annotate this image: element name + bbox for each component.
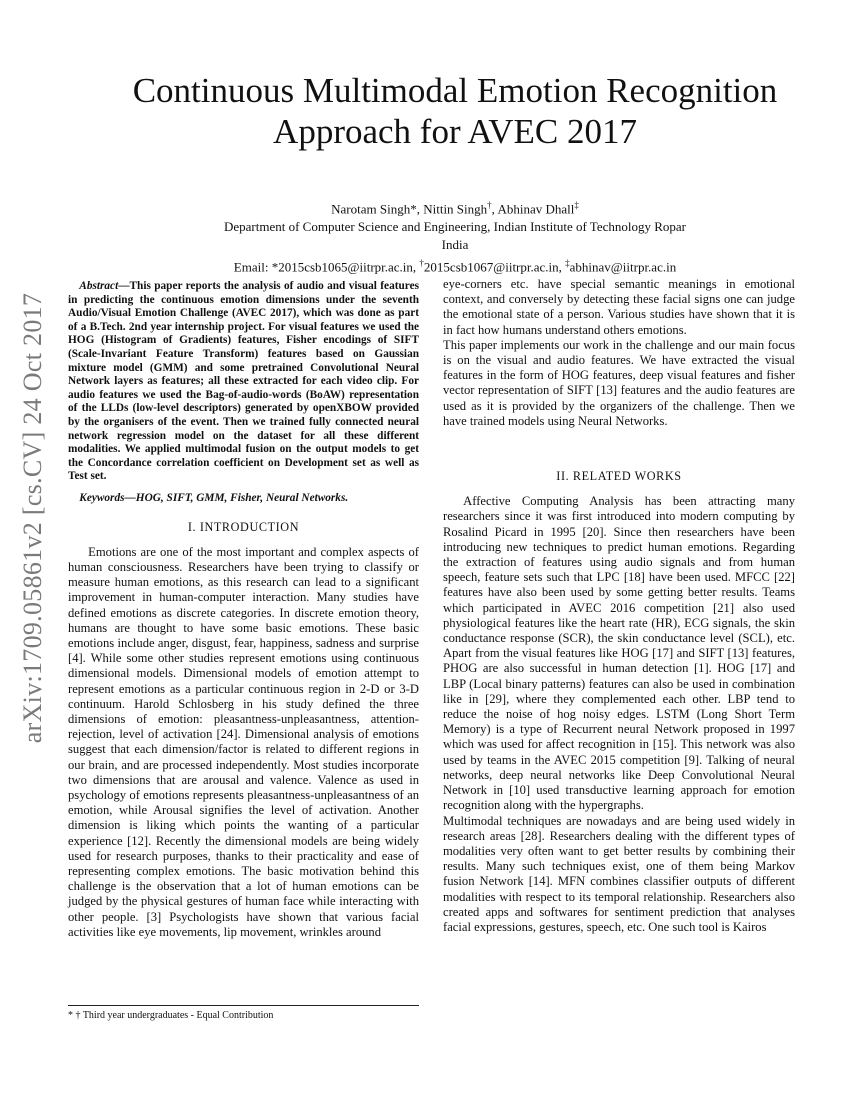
- intro-paragraph: Emotions are one of the most important and complex aspects of human consciousness. Researchers have been trying to classify or measure human emotions, as this research can lead to a significant improvement in human-computer interaction. Many studies have defined emotions as discrete categories. In discrete emotion theory, humans are thought to have some basic emotions. These basic emotions include anger, disgust, fear, happiness, sadness and surprise [4]. While some other studies represent emotions using continuous dimensional models. Dimensional models of emotion attempt to represent emotions as a particular continuous region in 2-D or 3-D continuum. Harold Schlosberg in his study defined the three dimensions of emotion: pleasantness-unpleasantness, attention-rejection, level of activation [24]. Dimensional analysis of emotions suggest that each dimension/factor is related to different regions in our brain, and are processed independently. Most studies incorporate two dimensions that are arousal and valence. Valence as used in psychology of emotions represents pleasantness-unpleasantness of an emotion, while Arousal signifies the level of activation. Another dimension is liking which points the wanting of a particular experience [12]. Recently the dimensional models are being widely used for research purposes, thanks to their practicality and ease of representing complex emotions. The basic motivation behind this challenge is the observation that a lot of human emotions can be judged by the physical gestures of human face while interacting with other people. [3] Psychologists have shown that various facial activities like eye movements, lip movement, wrinkles around: [68, 544, 419, 939]
- arxiv-identifier: arXiv:1709.05861v2 [cs.CV] 24 Oct 2017: [18, 292, 47, 743]
- keywords: Keywords—HOG, SIFT, GMM, Fisher, Neural Networks.: [79, 491, 349, 504]
- email-line: [60, 254, 850, 276]
- abstract-label: Abstract: [79, 280, 119, 292]
- abstract: [68, 280, 419, 484]
- email-1: Email: *2015csb1065@iitrpr.ac.in,: [233, 259, 417, 275]
- intro-continuation: eye-corners etc. have special semantic meanings in emotional context, and conversely by detecting these facial signs one can judge the emotional state of a person. Various studies have shown that it is in fact how humans understand others emotions.: [443, 277, 795, 337]
- author-2-sep: ,: [491, 201, 495, 217]
- intro-paragraph-2: This paper implements our work in the challenge and our main focus is on the visual and audio features. We have extracted the visual features in the form of HOG features, deep visual features and fisher vector representation of SIFT [13] features and the audio features are used as it is provided by the organizers of the challenge. Then we have trained models using Neural Networks.: [443, 337, 795, 428]
- related-works-paragraph-2: Multimodal techniques are nowadays and are being used widely in research areas [28]. Researchers dealing with the different types of modalities very often want to get better results by combining their results. Many such techniques exist, one of them being Markov fusion Network [14]. MFN combines classifier outputs of different modalities with respect to its temporal relationship. Researchers also created apps and softwares for sentiment prediction that analyses facial expressions, gestures, speech, etc. One such tool is Kairos: [443, 813, 795, 934]
- paper-title: [60, 70, 850, 152]
- author-2: Nittin Singh: [423, 201, 488, 217]
- section-heading-related-works: II. RELATED WORKS: [556, 469, 682, 484]
- footnote-text: * † Third year undergraduates - Equal Contribution: [68, 1010, 274, 1021]
- section-heading-introduction: I. INTRODUCTION: [187, 519, 300, 534]
- author-block: [60, 196, 850, 277]
- author-3: Abhinav Dhall: [497, 201, 575, 217]
- footnote: [68, 1005, 419, 1022]
- footnote-rule: [68, 1005, 419, 1006]
- email-3: abhinav@iitrpr.ac.in: [569, 259, 677, 275]
- email-2: 2015csb1067@iitrpr.ac.in,: [423, 259, 562, 275]
- left-column: [68, 280, 419, 940]
- author-3-mark: ‡: [574, 200, 579, 210]
- arxiv-stamp: [16, 292, 50, 743]
- right-column: [443, 277, 795, 935]
- related-works-paragraph-1: Affective Computing Analysis has been attracting many researchers since it was first introduced into modern computing by Rosalind Picard in 1995 [20]. Since then researchers have been introducing new techniques to predict human emotions. Regarding the extraction of features using audio signals and from human speech, feature sets such that LPC [18] have been used. MFCC [22] features have also been used by some getting better results. Teams which participated in AVEC 2016 competition [21] also used physiological features like the heart rate (HR), ECG signals, the skin conductance response (SCR), the skin conductance level (SCL), etc. Apart from the visual features like HOG [17] and SIFT [13] features, PHOG are also successful in human detection [1]. HOG [17] and LBP (Local binary patterns) features can also be used in combination like in [29], where they complemented each other. LBP tend to reduce the noise of hog noisy edges. LSTM (Long Short Term Memory) is a type of Recurrent neural Network proposed in 1997 which was used for affect recognition in [15]. This network was also used by teams in the AVEC 2015 competition [9]. Talking of neural networks, deep neural networks like Deep Convolutional Neural Network in [10] used transductive learning approach for emotion recognition along with the hypergraphs.: [443, 494, 795, 813]
- email-3-mark: ‡: [565, 258, 570, 269]
- author-2-mark: †: [487, 200, 492, 210]
- author-1: Narotam Singh*,: [331, 201, 420, 217]
- title-line-2: Approach for AVEC 2017: [273, 112, 637, 151]
- abstract-text: —This paper reports the analysis of audio and visual features in predicting the continuous emotion dimensions under the seventh Audio/Visual Emotion Challenge (AVEC 2017), which was done as part of a B.Tech. 2nd year internship project. For visual features we used the HOG (Histogram of Gradients) features, Fisher encodings of SIFT (Scale-Invariant Feature Transform) features based on Gaussian mixture model (GMM) and some pretrained Convolutional Neural Network layers as features; all these extracted for each video clip. For audio features we used the Bag-of-audio-words (BoAW) representation of the LLDs (low-level descriptors) generated by openXBOW provided by the organisers of the event. Then we trained fully connected neural network regression model on the dataset for all these different modalities. We applied multimodal fusion on the output models to get the Concordance correlation coefficient on Development set as well as Test set.: [68, 280, 419, 483]
- affiliation-line-1: Department of Computer Science and Engineering, Indian Institute of Technology Ropar: [223, 219, 687, 235]
- author-names: [60, 196, 850, 218]
- affiliation-line-2: India: [441, 237, 469, 253]
- title-line-1: Continuous Multimodal Emotion Recognition: [132, 71, 778, 110]
- email-2-mark: †: [419, 258, 424, 269]
